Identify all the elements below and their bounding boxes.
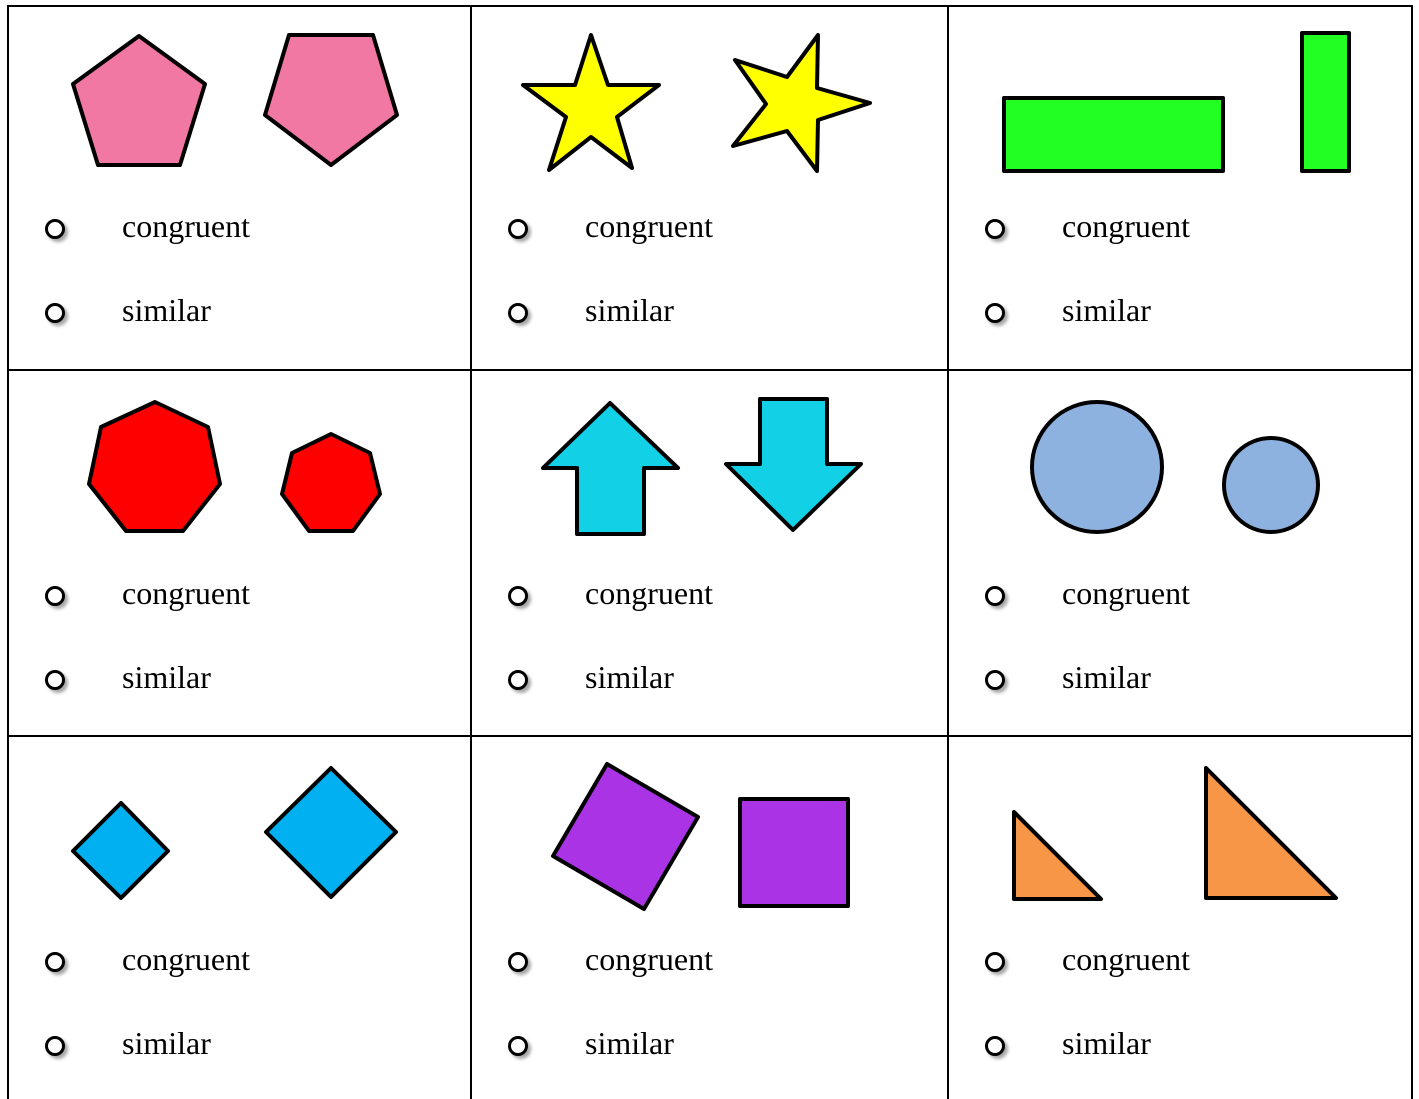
option-label: similar xyxy=(122,659,211,695)
radio-button[interactable] xyxy=(507,302,529,324)
option-congruent[interactable] xyxy=(44,941,250,977)
radio-button[interactable] xyxy=(44,669,66,691)
radio-button[interactable] xyxy=(984,585,1006,607)
option-label: congruent xyxy=(585,208,713,244)
radio-button[interactable] xyxy=(507,669,529,691)
option-label: similar xyxy=(1062,659,1151,695)
option-congruent[interactable] xyxy=(984,208,1190,244)
option-label: congruent xyxy=(122,575,250,611)
star-icon xyxy=(733,35,870,171)
diamond-icon xyxy=(73,803,168,898)
option-label: congruent xyxy=(122,208,250,244)
option-label: similar xyxy=(122,292,211,328)
option-similar[interactable] xyxy=(44,1025,211,1061)
pentagon-icon xyxy=(73,36,205,165)
circle-icon xyxy=(1032,402,1162,532)
radio-button[interactable] xyxy=(984,302,1006,324)
option-label: similar xyxy=(1062,1025,1151,1061)
option-similar[interactable] xyxy=(44,292,211,328)
option-similar[interactable] xyxy=(507,292,674,328)
option-similar[interactable] xyxy=(984,659,1151,695)
radio-button[interactable] xyxy=(507,951,529,973)
heptagon-icon xyxy=(89,402,220,531)
option-label: similar xyxy=(1062,292,1151,328)
option-similar[interactable] xyxy=(507,659,674,695)
option-label: congruent xyxy=(1062,941,1190,977)
triangle-icon xyxy=(1206,768,1336,898)
option-congruent[interactable] xyxy=(507,941,713,977)
option-label: congruent xyxy=(122,941,250,977)
radio-button[interactable] xyxy=(984,1035,1006,1057)
option-label: congruent xyxy=(585,941,713,977)
option-label: similar xyxy=(585,659,674,695)
rectangle-icon xyxy=(1302,33,1349,171)
radio-button[interactable] xyxy=(507,585,529,607)
radio-button[interactable] xyxy=(984,951,1006,973)
option-congruent[interactable] xyxy=(507,208,713,244)
option-congruent[interactable] xyxy=(44,208,250,244)
option-similar[interactable] xyxy=(984,1025,1151,1061)
pentagon-icon xyxy=(265,35,397,165)
square-icon xyxy=(553,764,698,909)
option-congruent[interactable] xyxy=(44,575,250,611)
option-label: congruent xyxy=(1062,575,1190,611)
option-congruent[interactable] xyxy=(984,575,1190,611)
option-label: similar xyxy=(122,1025,211,1061)
arrow-icon xyxy=(726,399,861,530)
radio-button[interactable] xyxy=(44,1035,66,1057)
option-label: similar xyxy=(585,1025,674,1061)
option-congruent[interactable] xyxy=(507,575,713,611)
arrow-icon xyxy=(543,403,678,534)
radio-button[interactable] xyxy=(44,951,66,973)
star-icon xyxy=(523,35,659,170)
radio-button[interactable] xyxy=(44,585,66,607)
option-similar[interactable] xyxy=(984,292,1151,328)
radio-button[interactable] xyxy=(984,669,1006,691)
heptagon-icon xyxy=(282,434,380,531)
radio-button[interactable] xyxy=(507,1035,529,1057)
option-similar[interactable] xyxy=(507,1025,674,1061)
option-label: similar xyxy=(585,292,674,328)
option-congruent[interactable] xyxy=(984,941,1190,977)
square-icon xyxy=(740,799,848,906)
circle-icon xyxy=(1224,438,1318,532)
diamond-icon xyxy=(266,768,396,897)
radio-button[interactable] xyxy=(984,218,1006,240)
option-label: congruent xyxy=(1062,208,1190,244)
radio-button[interactable] xyxy=(507,218,529,240)
radio-button[interactable] xyxy=(44,218,66,240)
triangle-icon xyxy=(1014,812,1101,899)
option-label: congruent xyxy=(585,575,713,611)
rectangle-icon xyxy=(1004,98,1223,171)
option-similar[interactable] xyxy=(44,659,211,695)
radio-button[interactable] xyxy=(44,302,66,324)
